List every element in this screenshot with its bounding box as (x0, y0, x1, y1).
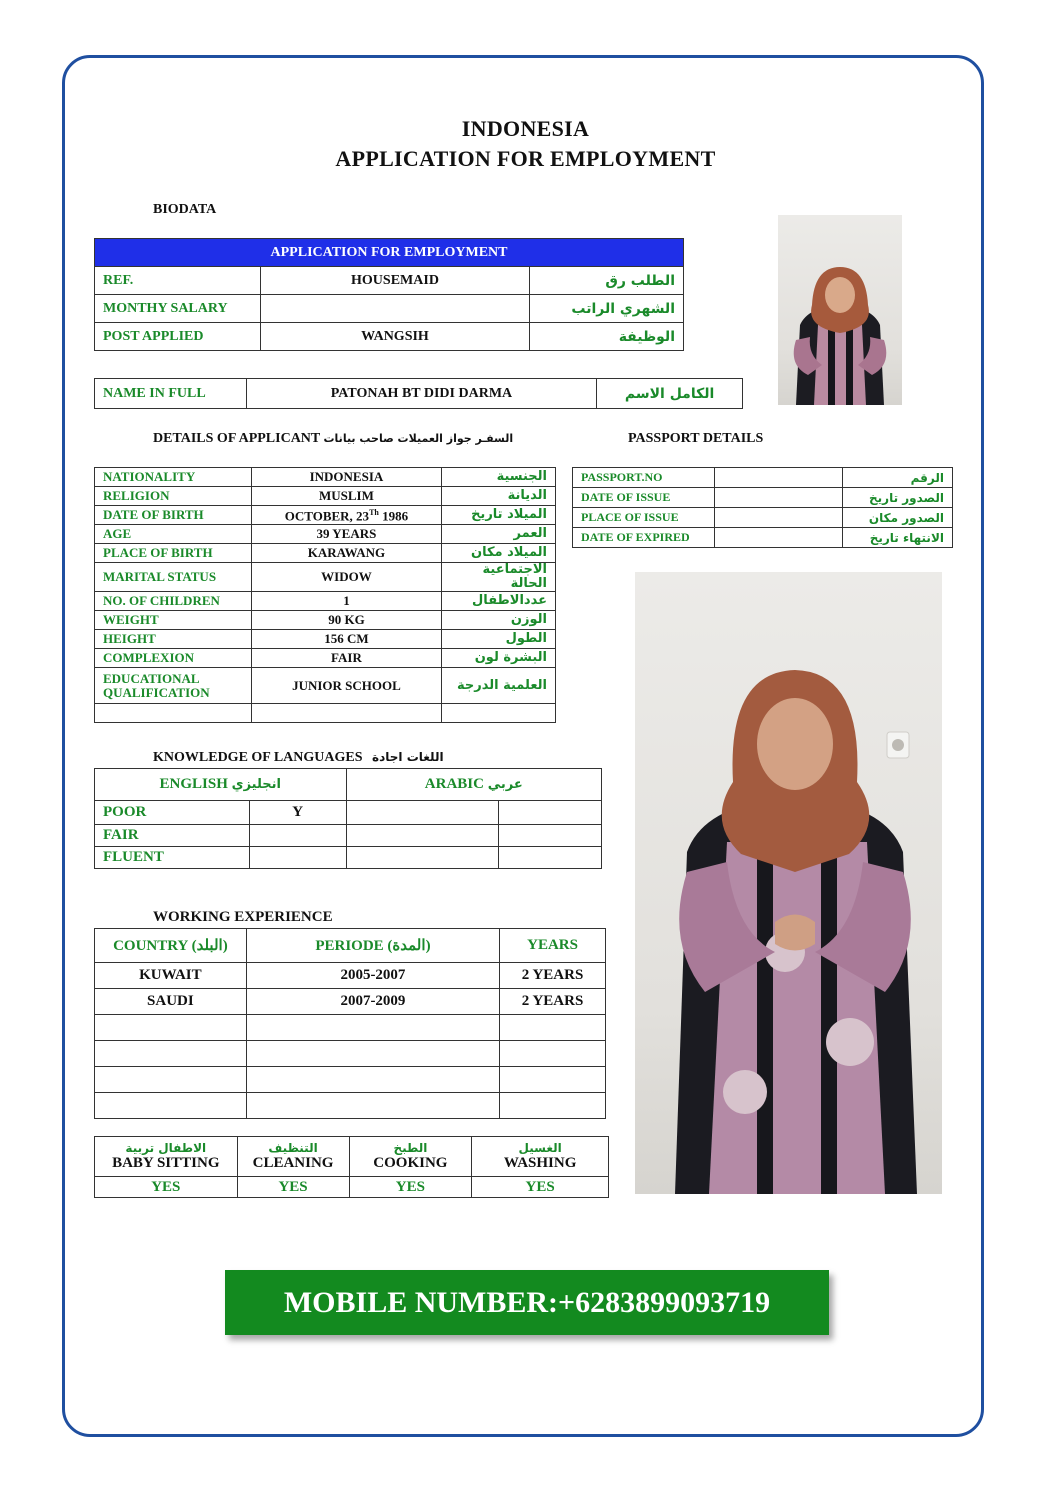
religion-arabic: الديانة (442, 487, 556, 506)
skill-cooking-value: YES (349, 1177, 472, 1198)
biodata-label: BIODATA (153, 202, 217, 217)
fluent-arabic-cell (346, 847, 499, 869)
arabic-arabic: عربي (487, 777, 523, 792)
mobile-number-banner: MOBILE NUMBER:+6283899093719 (225, 1270, 829, 1335)
portrait-photo (778, 215, 902, 405)
age-value: 39 YEARS (251, 525, 441, 544)
table-row (95, 611, 556, 630)
religion-value: MUSLIM (251, 487, 441, 506)
table-row (95, 989, 606, 1015)
post-value: WANGSIH (260, 323, 530, 351)
complexion-arabic: البشرة لون (442, 649, 556, 668)
full-body-photo (635, 572, 942, 1194)
table-row (95, 468, 556, 487)
table-row (95, 649, 556, 668)
skill-washing-label: WASHING (503, 1155, 577, 1171)
exp-period-1: 2005-2007 (246, 963, 499, 989)
children-label: NO. OF CHILDREN (95, 592, 252, 611)
passport-no-arabic: الرقم (843, 468, 953, 488)
details-heading-arabic: السفـر جواز العميلات صاحب بيانات (323, 432, 514, 445)
skill-cleaning-label: CLEANING (252, 1155, 334, 1171)
details-table (94, 467, 556, 723)
languages-heading-text: KNOWLEDGE OF LANGUAGES (153, 750, 363, 765)
english-header (95, 769, 347, 801)
ref-arabic: الطلب رق (530, 267, 684, 295)
children-value: 1 (251, 592, 441, 611)
form-title: APPLICATION FOR EMPLOYMENT (335, 146, 716, 171)
table-row (95, 1041, 606, 1067)
table-row (95, 544, 556, 563)
dob-arabic: الميلاد تاريخ (442, 506, 556, 525)
dob-value-suffix: Th (369, 508, 379, 518)
arabic-header (346, 769, 601, 801)
poor-english: Y (249, 801, 346, 825)
age-label: AGE (95, 525, 252, 544)
nationality-arabic: الجنسية (442, 468, 556, 487)
table-row (95, 323, 684, 351)
issue-date-arabic: الصدور تاريخ (843, 488, 953, 508)
skill-cooking (349, 1137, 472, 1177)
issue-date-label: DATE OF ISSUE (573, 488, 715, 508)
details-heading (153, 431, 513, 447)
marital-label: MARITAL STATUS (95, 563, 252, 592)
exp-period-2: 2007-2009 (246, 989, 499, 1015)
table-row (95, 525, 556, 544)
table-row (95, 704, 556, 723)
table-row (95, 295, 684, 323)
dob-value (251, 506, 441, 525)
poor-arabic-cell (346, 801, 499, 825)
education-value: JUNIOR SCHOOL (251, 668, 441, 704)
skills-table (94, 1136, 609, 1198)
complexion-value: FAIR (251, 649, 441, 668)
experience-table (94, 928, 606, 1119)
expiry-label: DATE OF EXPIRED (573, 528, 715, 548)
country-title: INDONESIA (461, 116, 590, 141)
table-row (95, 847, 602, 869)
table-row (573, 468, 953, 488)
nationality-label: NATIONALITY (95, 468, 252, 487)
application-header: APPLICATION FOR EMPLOYMENT (95, 239, 684, 267)
issue-place-value (714, 508, 842, 528)
salary-label: MONTHY SALARY (95, 295, 261, 323)
weight-label: WEIGHT (95, 611, 252, 630)
years-header: YEARS (500, 929, 606, 963)
fluent-label: FLUENT (95, 847, 250, 869)
pob-label: PLACE OF BIRTH (95, 544, 252, 563)
table-row (95, 563, 556, 592)
table-row (95, 1015, 606, 1041)
arabic-label: ARABIC (424, 776, 484, 792)
post-label: POST APPLIED (95, 323, 261, 351)
salary-arabic: الشهري الراتب (530, 295, 684, 323)
height-arabic: الطول (442, 630, 556, 649)
application-table (94, 238, 684, 351)
religion-label: RELIGION (95, 487, 252, 506)
fluent-english (249, 847, 346, 869)
table-row (95, 801, 602, 825)
skill-washing (472, 1137, 609, 1177)
table-row (95, 1067, 606, 1093)
height-value: 156 CM (251, 630, 441, 649)
skill-washing-arabic: الغسيل (518, 1141, 562, 1155)
name-arabic: الكامل الاسم (597, 379, 743, 409)
passport-heading: PASSPORT DETAILS (628, 431, 764, 446)
table-row (95, 630, 556, 649)
exp-country-1: KUWAIT (95, 963, 247, 989)
skill-cleaning-arabic: التنظيف (268, 1141, 318, 1155)
english-label: ENGLISH (159, 776, 228, 792)
table-row (573, 508, 953, 528)
country-header: COUNTRY (البلد) (95, 929, 247, 963)
skill-baby-sitting-label: BABY SITTING (112, 1155, 220, 1171)
skill-baby-sitting-value: YES (95, 1177, 238, 1198)
passport-table (572, 467, 953, 548)
pob-arabic: الميلاد مكان (442, 544, 556, 563)
skill-cooking-label: COOKING (373, 1155, 448, 1171)
nationality-value: INDONESIA (251, 468, 441, 487)
portrait-figure-icon (778, 215, 902, 405)
languages-heading (153, 750, 444, 766)
education-arabic: العلمية الدرجة (442, 668, 556, 704)
skill-cleaning-value: YES (237, 1177, 349, 1198)
dob-value-date: OCTOBER, 23 (284, 508, 370, 524)
languages-heading-arabic: اللغات اجادة (372, 750, 444, 764)
skill-baby-sitting-arabic: الاطفال تربية (125, 1141, 207, 1155)
skill-baby-sitting (95, 1137, 238, 1177)
issue-place-label: PLACE OF ISSUE (573, 508, 715, 528)
ref-value: HOUSEMAID (260, 267, 530, 295)
exp-years-1: 2 YEARS (500, 963, 606, 989)
complexion-label: COMPLEXION (95, 649, 252, 668)
full-body-figure-icon (635, 572, 942, 1194)
details-heading-text: DETAILS OF APPLICANT (153, 431, 320, 446)
experience-heading: WORKING EXPERIENCE (153, 909, 333, 925)
table-row (573, 528, 953, 548)
skill-cooking-arabic: الطبخ (393, 1141, 428, 1155)
weight-value: 90 KG (251, 611, 441, 630)
marital-arabic: الاجتماعية الحالة (442, 563, 556, 592)
table-row (95, 267, 684, 295)
expiry-arabic: الانتهاء تاريخ (843, 528, 953, 548)
post-arabic: الوظيفة (530, 323, 684, 351)
salary-value (260, 295, 530, 323)
pob-value: KARAWANG (251, 544, 441, 563)
period-header: PERIODE (المدة) (246, 929, 499, 963)
languages-table (94, 768, 602, 869)
issue-date-value (714, 488, 842, 508)
passport-no-value (714, 468, 842, 488)
age-arabic: العمر (442, 525, 556, 544)
skill-cleaning (237, 1137, 349, 1177)
table-row (95, 1093, 606, 1119)
issue-place-arabic: الصدور مكان (843, 508, 953, 528)
table-row (95, 592, 556, 611)
fair-label: FAIR (95, 825, 250, 847)
table-row (95, 487, 556, 506)
table-row (573, 488, 953, 508)
table-row (95, 506, 556, 525)
marital-value: WIDOW (251, 563, 441, 592)
table-row (95, 825, 602, 847)
name-label: NAME IN FULL (95, 379, 247, 409)
weight-arabic: الوزن (442, 611, 556, 630)
passport-no-label: PASSPORT.NO (573, 468, 715, 488)
education-label: EDUCATIONAL QUALIFICATION (95, 668, 252, 704)
children-arabic: عددالاطفال (442, 592, 556, 611)
english-arabic: انجليزي (231, 777, 281, 792)
skill-washing-value: YES (472, 1177, 609, 1198)
table-row (95, 668, 556, 704)
dob-value-year: 1986 (378, 508, 409, 524)
dob-label: DATE OF BIRTH (95, 506, 252, 525)
poor-label: POOR (95, 801, 250, 825)
name-value: PATONAH BT DIDI DARMA (246, 379, 596, 409)
expiry-value (714, 528, 842, 548)
exp-country-2: SAUDI (95, 989, 247, 1015)
table-row (95, 963, 606, 989)
fair-arabic-cell (346, 825, 499, 847)
fair-english (249, 825, 346, 847)
height-label: HEIGHT (95, 630, 252, 649)
exp-years-2: 2 YEARS (500, 989, 606, 1015)
ref-label: REF. (95, 267, 261, 295)
name-table (94, 378, 743, 409)
